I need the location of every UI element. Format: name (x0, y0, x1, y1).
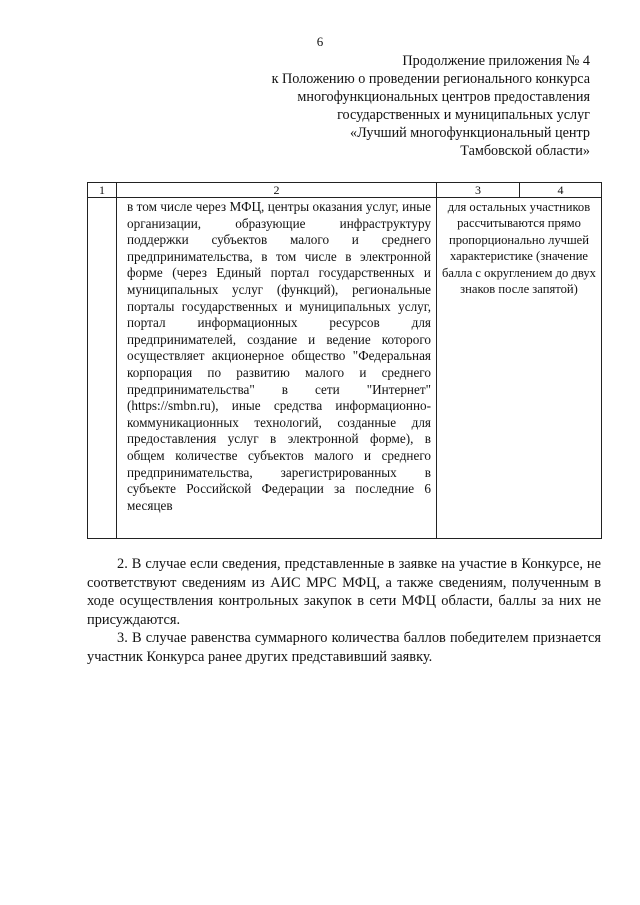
criterion-description: в том числе через МФЦ, центры оказания услуг, иные организации, образующие инфраструктуру поддержки субъектов малого и среднего предпринимательства, в том числе в электронной форме (через Единый портал государственных и муниципальных услуг (функций), региональные порталы государственных и муниципальных услуг, портал информационных ресурсов для предпринимателей, создание и ведение которого осуществляет акционерное общество "Федеральная корпорация по развитию малого и среднего предпринимательства" в сети "Интернет" (https://smbn.ru), иные средства информационно-коммуникационных технологий, созданные для предоставления услуг в электронной форме), в общем количестве субъектов малого и среднего предпринимательства, зарегистрированных в субъекте Российской Федерации за последние 6 месяцев (127, 199, 431, 513)
appendix-header-line: государственных и муниципальных услуг (337, 107, 590, 123)
page-number: 6 (316, 34, 324, 49)
column-header: 1 (88, 183, 117, 198)
appendix-header-line: многофункциональных центров предоставления (297, 89, 590, 105)
paragraph: 3. В случае равенства суммарного количества баллов победителем признается участник Конкурса ранее других представивший заявку. (87, 630, 601, 665)
appendix-header-line: Тамбовской области» (460, 143, 590, 159)
criteria-table (87, 182, 602, 539)
table-cell-description (117, 198, 437, 539)
document-body (87, 555, 601, 667)
table-cell-index (88, 198, 117, 539)
scoring-rule: для остальных участников рассчитываются прямо пропорционально лучшей характеристике (значение балла с округлением до двух знаков после запятой) (442, 200, 596, 297)
table-cell-scoring (437, 198, 602, 539)
appendix-header-line: «Лучший многофункциональный центр (350, 125, 590, 141)
paragraph: 2. В случае если сведения, представленные в заявке на участие в Конкурсе, не соответствуют сведениям из АИС МРС МФЦ, а также сведениям, полученным в ходе осуществления контрольных закупок в сети МФЦ области, баллы за них не присуждаются. (87, 556, 601, 628)
table-row (88, 198, 602, 539)
column-header: 3 (437, 183, 520, 198)
column-header: 4 (520, 183, 602, 198)
table-header-row (88, 183, 602, 198)
appendix-header (190, 52, 590, 160)
appendix-header-line: Продолжение приложения № 4 (402, 53, 590, 69)
appendix-header-line: к Положению о проведении регионального конкурса (271, 71, 590, 87)
column-header: 2 (117, 183, 437, 198)
